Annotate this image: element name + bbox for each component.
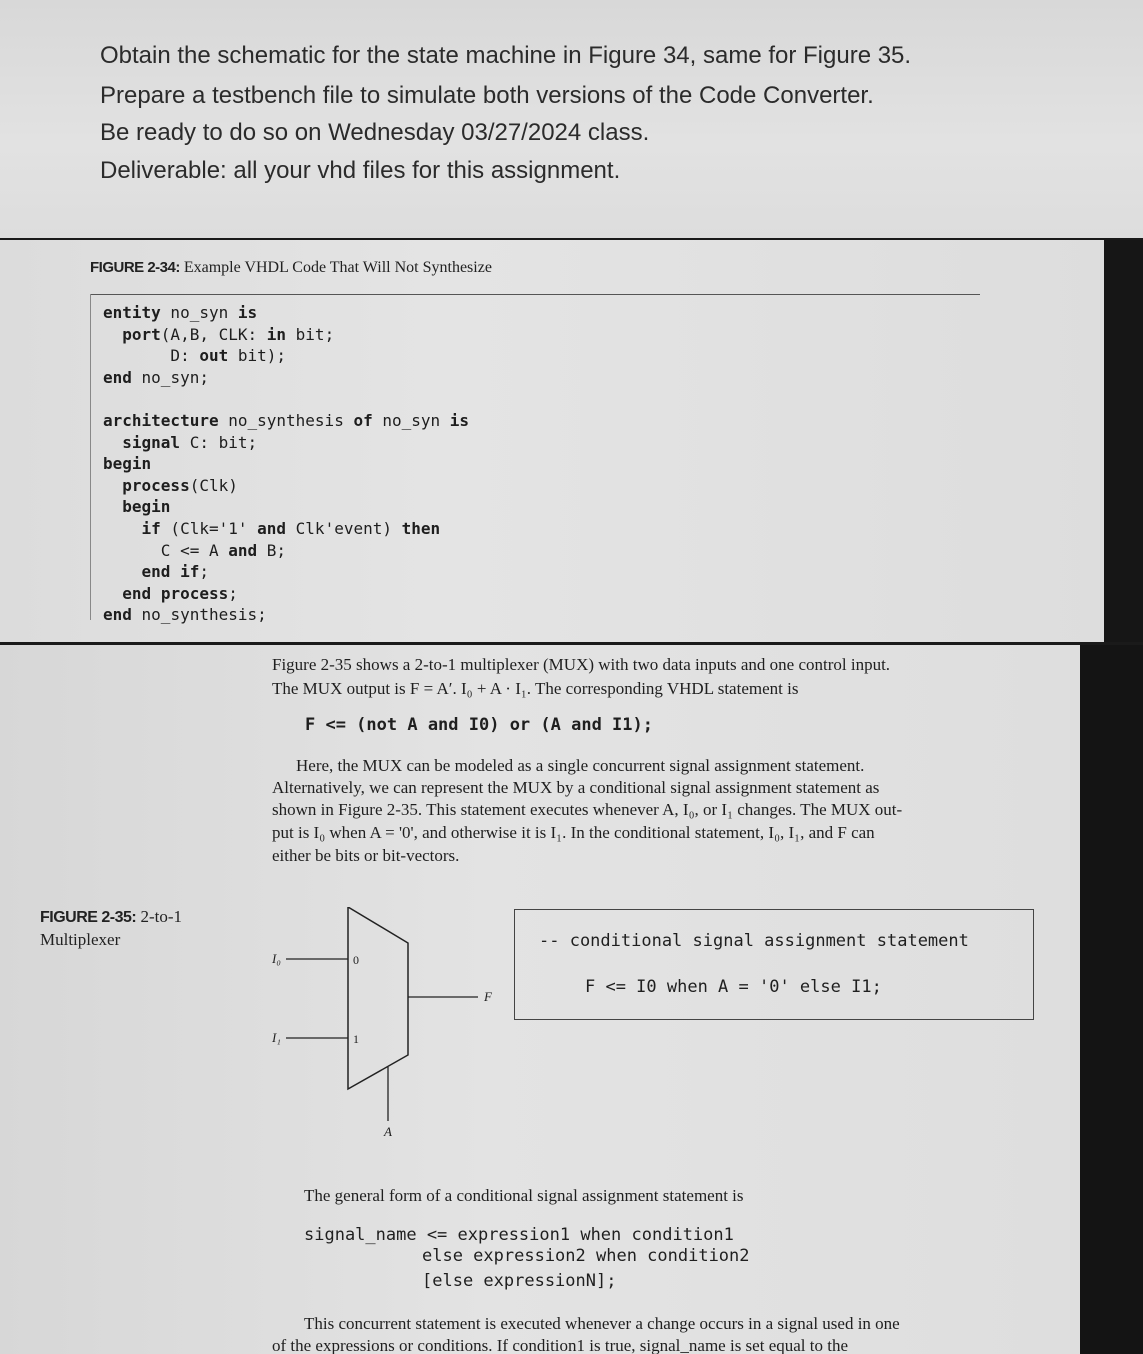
code-line: end process; bbox=[122, 583, 238, 603]
assignment-line-1: Obtain the schematic for the state machine in Figure 34, same for Figure 35. bbox=[100, 42, 912, 69]
conditional-statement: F <= I0 when A = '0' else I1; bbox=[585, 977, 882, 997]
textbook-page-panel bbox=[0, 645, 1143, 1354]
code-line: end no_synthesis; bbox=[103, 605, 267, 625]
code-frame-top-rule bbox=[90, 294, 980, 295]
textbook-page bbox=[0, 645, 1080, 1354]
code-line bbox=[103, 388, 469, 410]
general-form-line-2: else expression2 when condition2 bbox=[422, 1246, 750, 1266]
mux-input-1-label: I₁ bbox=[272, 1030, 281, 1045]
assignment-line-3: Be ready to do so on Wednesday 03/27/2024 class. bbox=[100, 119, 650, 146]
code-line: port(A,B, CLK: in bit; bbox=[122, 324, 335, 344]
general-form-line-3: [else expressionN]; bbox=[422, 1271, 617, 1291]
mux-select-label: A bbox=[384, 1124, 392, 1137]
assignment-panel bbox=[0, 0, 1143, 238]
mux-input-0-label: I₀ bbox=[272, 951, 281, 966]
mux-diagram bbox=[260, 907, 500, 1137]
general-form-intro: The general form of a conditional signal assignment statement is bbox=[304, 1186, 744, 1205]
closing-line-2: of the expressions or conditions. If condition1 is true, signal_name is set equal to the bbox=[272, 1336, 848, 1354]
code-line: end no_syn; bbox=[103, 367, 209, 387]
figure-34-caption bbox=[90, 259, 492, 277]
code-line: entity no_syn is bbox=[103, 303, 258, 322]
para2-line-2: Alternatively, we can represent the MUX by a conditional signal assignment statement as bbox=[272, 778, 880, 797]
assignment-line-2: Prepare a testbench file to simulate both versions of the Code Converter. bbox=[100, 82, 874, 109]
conditional-comment: -- conditional signal assignment statement bbox=[539, 931, 969, 951]
vhdl-mux-statement: F <= (not A and I0) or (A and I1); bbox=[305, 715, 653, 735]
mux-port-1-label: 1 bbox=[353, 1032, 359, 1046]
general-form-line-1: signal_name <= expression1 when condition1 bbox=[304, 1225, 734, 1245]
figure-34-panel bbox=[0, 240, 1143, 642]
para2-line-4: put is I₀ when A = '0', and otherwise it is I₁. In the conditional statement, I₀, I₁, and F can bbox=[272, 823, 875, 842]
figure-35-title-b: Multiplexer bbox=[40, 930, 121, 949]
closing-line-1: This concurrent statement is executed whenever a change occurs in a signal used in one bbox=[304, 1314, 900, 1333]
figure-35-label: FIGURE 2-35: bbox=[40, 909, 137, 926]
conditional-statement-box bbox=[514, 909, 1034, 1020]
code-line: process(Clk) bbox=[122, 475, 238, 495]
mux-port-0-label: 0 bbox=[353, 953, 359, 967]
figure-35-caption bbox=[40, 906, 182, 951]
code-line: begin bbox=[122, 497, 171, 517]
mux-output-label: F bbox=[484, 989, 492, 1004]
para2-line-1: Here, the MUX can be modeled as a single concurrent signal assignment statement. bbox=[296, 756, 865, 775]
code-line: architecture no_synthesis of no_syn is bbox=[103, 410, 470, 430]
assignment-line-4: Deliverable: all your vhd files for this assignment. bbox=[100, 157, 621, 184]
intro-line-2: The MUX output is F = A′. I₀ + A · I₁. The corresponding VHDL statement is bbox=[272, 679, 799, 698]
code-line: if (Clk='1' and Clk'event) then bbox=[141, 518, 441, 538]
code-line: end if; bbox=[141, 562, 209, 582]
code-frame-left-rule bbox=[90, 294, 91, 620]
intro-line-1: Figure 2-35 shows a 2-to-1 multiplexer (MUX) with two data inputs and one control input. bbox=[272, 655, 891, 674]
para2-line-3: shown in Figure 2-35. This statement executes whenever A, I₀, or I₁ changes. The MUX out- bbox=[272, 800, 903, 819]
figure-34-code-block bbox=[103, 302, 469, 626]
code-line: C <= A and B; bbox=[103, 540, 287, 560]
mux-body bbox=[348, 907, 408, 1089]
figure-34-title: Example VHDL Code That Will Not Synthesize bbox=[183, 259, 492, 276]
code-line: D: out bit); bbox=[103, 346, 287, 366]
figure-34-label: FIGURE 2-34: bbox=[90, 259, 180, 276]
para2-line-5: either be bits or bit-vectors. bbox=[272, 846, 460, 865]
code-line: begin bbox=[103, 454, 152, 474]
figure-34-page bbox=[0, 240, 1104, 642]
figure-35-title-a: 2-to-1 bbox=[140, 907, 183, 926]
code-line: signal C: bit; bbox=[122, 432, 258, 452]
